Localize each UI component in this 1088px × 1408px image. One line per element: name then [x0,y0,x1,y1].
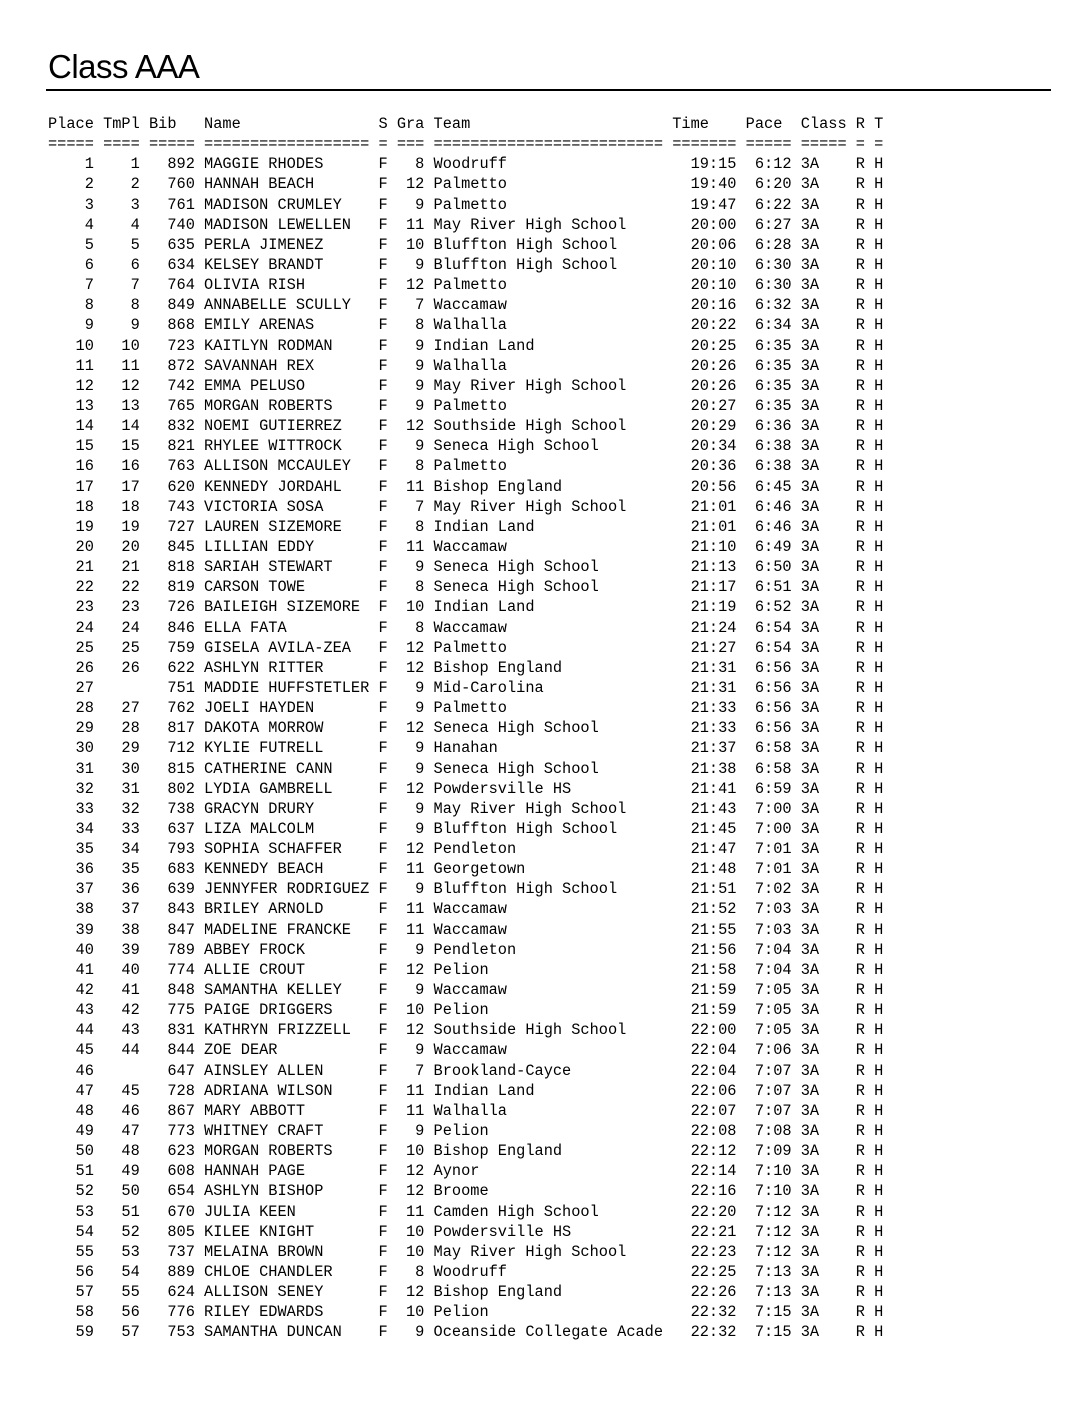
table-row: 44 43 831 KATHRYN FRIZZELL F 12 Southside High School 22:00 7:05 3A R H [48,1021,884,1040]
table-row: 13 13 765 MORGAN ROBERTS F 9 Palmetto 20:27 6:35 3A R H [48,396,884,415]
table-row: 24 24 846 ELLA FATA F 8 Waccamaw 21:24 6:54 3A R H [48,618,884,637]
table-header: Place TmPl Bib Name S Gra Team Time Pace Class R T [48,115,884,133]
table-row: 43 42 775 PAIGE DRIGGERS F 10 Pelion 21:59 7:05 3A R H [48,1001,884,1020]
table-row: 21 21 818 SARIAH STEWART F 9 Seneca High School 21:13 6:50 3A R H [48,558,884,577]
table-row: 5 5 635 PERLA JIMENEZ F 10 Bluffton High School 20:06 6:28 3A R H [48,235,884,254]
table-row: 53 51 670 JULIA KEEN F 11 Camden High School 22:20 7:12 3A R H [48,1202,884,1221]
table-row: 56 54 889 CHLOE CHANDLER F 8 Woodruff 22:25 7:13 3A R H [48,1263,884,1282]
table-row: 47 45 728 ADRIANA WILSON F 11 Indian Land 22:06 7:07 3A R H [48,1081,884,1100]
table-row: 45 44 844 ZOE DEAR F 9 Waccamaw 22:04 7:06 3A R H [48,1041,884,1060]
table-row: 31 30 815 CATHERINE CANN F 9 Seneca High School 21:38 6:58 3A R H [48,759,884,778]
table-row: 29 28 817 DAKOTA MORROW F 12 Seneca High School 21:33 6:56 3A R H [48,719,884,738]
table-row: 57 55 624 ALLISON SENEY F 12 Bishop England 22:26 7:13 3A R H [48,1283,884,1302]
table-row: 9 9 868 EMILY ARENAS F 8 Walhalla 20:22 6:34 3A R H [48,316,884,335]
table-row: 12 12 742 EMMA PELUSO F 9 May River High School 20:26 6:35 3A R H [48,376,884,395]
table-row: 14 14 832 NOEMI GUTIERREZ F 12 Southside High School 20:29 6:36 3A R H [48,417,884,436]
table-row: 4 4 740 MADISON LEWELLEN F 11 May River High School 20:00 6:27 3A R H [48,215,884,234]
table-row: 48 46 867 MARY ABBOTT F 11 Walhalla 22:07 7:07 3A R H [48,1101,884,1120]
table-row: 42 41 848 SAMANTHA KELLEY F 9 Waccamaw 21:59 7:05 3A R H [48,981,884,1000]
table-row: 35 34 793 SOPHIA SCHAFFER F 12 Pendleton 21:47 7:01 3A R H [48,840,884,859]
table-row: 8 8 849 ANNABELLE SCULLY F 7 Waccamaw 20:16 6:32 3A R H [48,296,884,315]
table-row: 58 56 776 RILEY EDWARDS F 10 Pelion 22:32 7:15 3A R H [48,1303,884,1322]
table-row: 10 10 723 KAITLYN RODMAN F 9 Indian Land 20:25 6:35 3A R H [48,336,884,355]
table-row: 34 33 637 LIZA MALCOLM F 9 Bluffton High School 21:45 7:00 3A R H [48,819,884,838]
table-row: 50 48 623 MORGAN ROBERTS F 10 Bishop England 22:12 7:09 3A R H [48,1142,884,1161]
table-row: 15 15 821 RHYLEE WITTROCK F 9 Seneca High School 20:34 6:38 3A R H [48,437,884,456]
table-body [48,154,883,1342]
table-row: 52 50 654 ASHLYN BISHOP F 12 Broome 22:16 7:10 3A R H [48,1182,884,1201]
table-row: 16 16 763 ALLISON MCCAULEY F 8 Palmetto 20:36 6:38 3A R H [48,457,884,476]
table-row: 17 17 620 KENNEDY JORDAHL F 11 Bishop England 20:56 6:45 3A R H [48,477,884,496]
table-row: 25 25 759 GISELA AVILA-ZEA F 12 Palmetto 21:27 6:54 3A R H [48,638,884,657]
table-row: 1 1 892 MAGGIE RHODES F 8 Woodruff 19:15 6:12 3A R H [48,155,884,174]
table-row: 19 19 727 LAUREN SIZEMORE F 8 Indian Land 21:01 6:46 3A R H [48,517,884,536]
table-row: 6 6 634 KELSEY BRANDT F 9 Bluffton High School 20:10 6:30 3A R H [48,255,884,274]
table-row: 54 52 805 KILEE KNIGHT F 10 Powdersville HS 22:21 7:12 3A R H [48,1222,884,1241]
table-row: 23 23 726 BAILEIGH SIZEMORE F 10 Indian Land 21:19 6:52 3A R H [48,598,884,617]
table-row: 49 47 773 WHITNEY CRAFT F 9 Pelion 22:08 7:08 3A R H [48,1122,884,1141]
table-row: 26 26 622 ASHLYN RITTER F 12 Bishop England 21:31 6:56 3A R H [48,658,884,677]
table-row: 33 32 738 GRACYN DRURY F 9 May River High School 21:43 7:00 3A R H [48,799,884,818]
table-row: 3 3 761 MADISON CRUMLEY F 9 Palmetto 19:47 6:22 3A R H [48,195,884,214]
table-row: 22 22 819 CARSON TOWE F 8 Seneca High School 21:17 6:51 3A R H [48,578,884,597]
table-row: 28 27 762 JOELI HAYDEN F 9 Palmetto 21:33 6:56 3A R H [48,699,884,718]
table-row: 41 40 774 ALLIE CROUT F 12 Pelion 21:58 7:04 3A R H [48,960,884,979]
table-row: 40 39 789 ABBEY FROCK F 9 Pendleton 21:56 7:04 3A R H [48,940,884,959]
table-row: 59 57 753 SAMANTHA DUNCAN F 9 Oceanside Collegate Acade 22:32 7:15 3A R H [48,1323,884,1342]
table-row: 18 18 743 VICTORIA SOSA F 7 May River High School 21:01 6:46 3A R H [48,497,884,516]
table-row: 27 751 MADDIE HUFFSTETLER F 9 Mid-Carolina 21:31 6:56 3A R H [48,678,884,697]
table-row: 55 53 737 MELAINA BROWN F 10 May River High School 22:23 7:12 3A R H [48,1242,884,1261]
table-row: 46 647 AINSLEY ALLEN F 7 Brookland-Cayce 22:04 7:07 3A R H [48,1061,884,1080]
table-row: 51 49 608 HANNAH PAGE F 12 Aynor 22:14 7:10 3A R H [48,1162,884,1181]
title-divider [46,89,1051,91]
table-row: 30 29 712 KYLIE FUTRELL F 9 Hanahan 21:37 6:58 3A R H [48,739,884,758]
table-row: 38 37 843 BRILEY ARNOLD F 11 Waccamaw 21:52 7:03 3A R H [48,900,884,919]
table-row: 39 38 847 MADELINE FRANCKE F 11 Waccamaw 21:55 7:03 3A R H [48,920,884,939]
table-row: 32 31 802 LYDIA GAMBRELL F 12 Powdersville HS 21:41 6:59 3A R H [48,779,884,798]
table-row: 11 11 872 SAVANNAH REX F 9 Walhalla 20:26 6:35 3A R H [48,356,884,375]
results-table [48,114,883,1343]
table-row: 20 20 845 LILLIAN EDDY F 11 Waccamaw 21:10 6:49 3A R H [48,537,884,556]
table-row: 7 7 764 OLIVIA RISH F 12 Palmetto 20:10 6:30 3A R H [48,276,884,295]
page-title: Class AAA [48,48,200,85]
table-row: 2 2 760 HANNAH BEACH F 12 Palmetto 19:40 6:20 3A R H [48,175,884,194]
table-row: 37 36 639 JENNYFER RODRIGUEZ F 9 Bluffton High School 21:51 7:02 3A R H [48,880,884,899]
table-header-underline: ===== ==== ===== ================== = === ========================= ======= ===== ===== = = [48,135,884,154]
table-row: 36 35 683 KENNEDY BEACH F 11 Georgetown 21:48 7:01 3A R H [48,860,884,879]
